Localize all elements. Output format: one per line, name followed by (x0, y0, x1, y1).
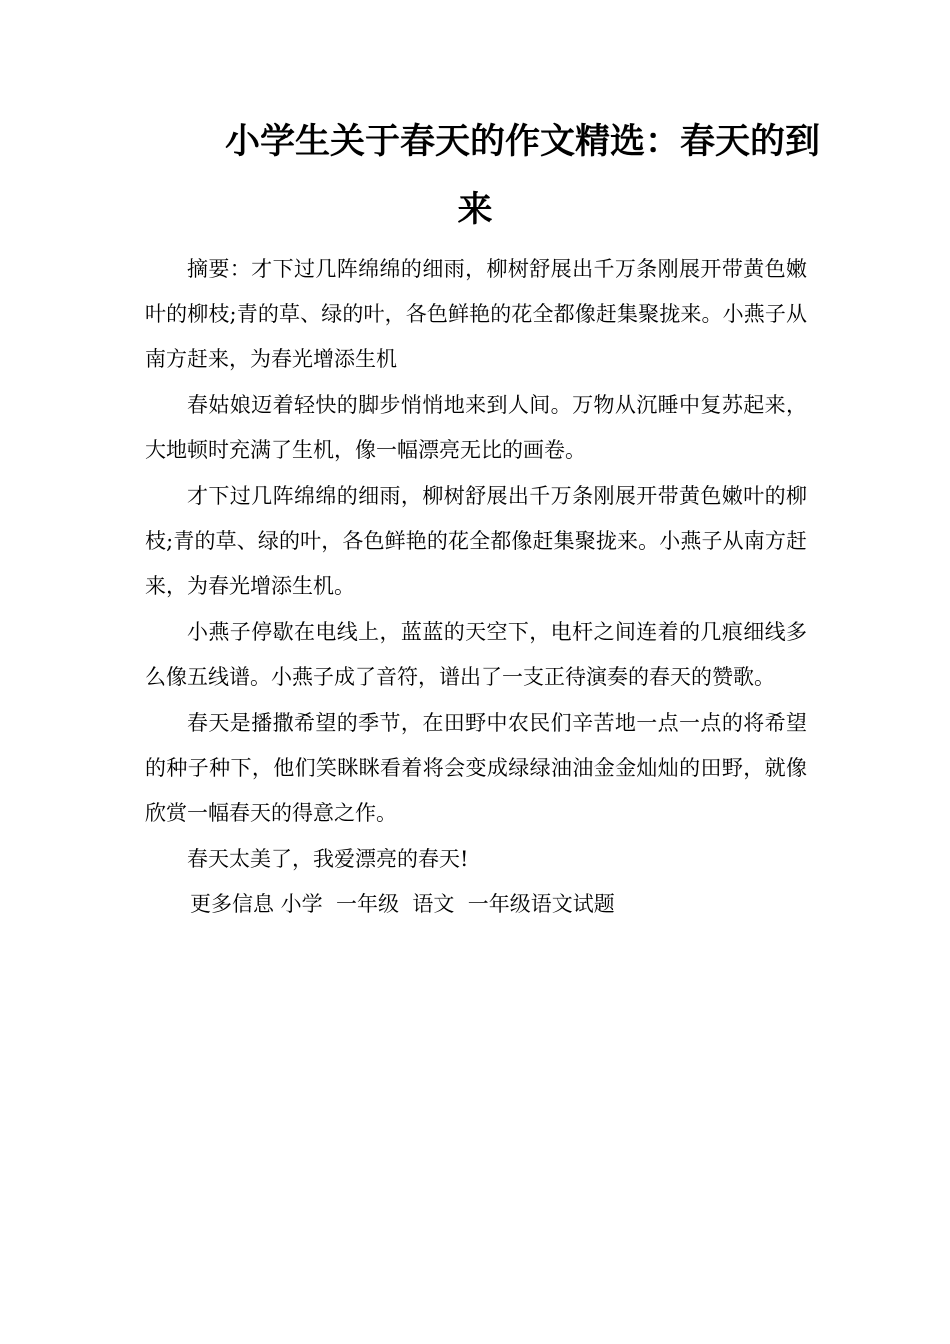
summary-paragraph: 摘要：才下过几阵绵绵的细雨，柳树舒展出千万条刚展开带黄色嫩叶的柳枝;青的草、绿的叶，各色鲜艳的花全都像赶集聚拢来。小燕子从南方赶来，为春光增添生机 (145, 257, 807, 371)
paragraph-1: 春姑娘迈着轻快的脚步悄悄地来到人间。万物从沉睡中复苏起来，大地顿时充满了生机，像一幅漂亮无比的画卷。 (145, 393, 807, 462)
page-title-continuation: 来 (457, 189, 493, 230)
paragraph-2: 才下过几阵绵绵的细雨，柳树舒展出千万条刚展开带黄色嫩叶的柳枝;青的草、绿的叶，各色鲜艳的花全都像赶集聚拢来。小燕子从南方赶来，为春光增添生机。 (145, 484, 807, 598)
paragraph-5: 春天太美了，我爱漂亮的春天! (187, 847, 469, 871)
page-title: 小学生关于春天的作文精选：春天的到 (225, 121, 821, 162)
article-body (145, 247, 807, 927)
paragraph-3: 小燕子停歇在电线上，蓝蓝的天空下，电杆之间连着的几痕细线多么像五线谱。小燕子成了音符，谱出了一支正待演奏的春天的赞歌。 (145, 620, 807, 689)
related-tags: 更多信息 小学 一年级 语文 一年级语文试题 (190, 892, 615, 916)
paragraph-4: 春天是播撒希望的季节，在田野中农民们辛苦地一点一点的将希望的种子种下，他们笑眯眯看着将会变成绿绿油油金金灿灿的田野，就像欣赏一幅春天的得意之作。 (145, 711, 807, 825)
